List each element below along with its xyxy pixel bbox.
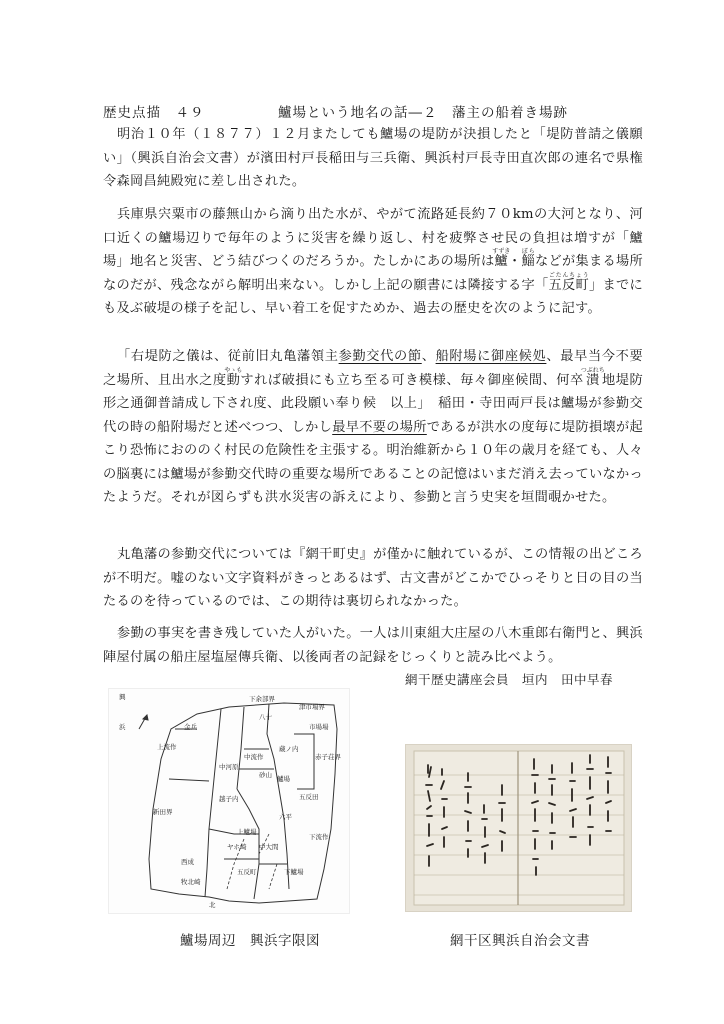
paragraph-1: [103, 123, 643, 194]
map-label-kamisuzuki: 上鱸場: [237, 828, 257, 836]
map-label-gotancho: 五反町: [237, 868, 257, 876]
body-text-5: [103, 622, 643, 669]
p3-s1: 「右堤防之儀は、従前旧丸亀藩領主: [117, 349, 339, 364]
document-caption: 網干区興浜自治会文書: [450, 933, 590, 949]
body-text: [103, 123, 643, 194]
map-label-ekkouchi: 越子内: [219, 795, 239, 803]
map-label-shimoryusaku: 下流作: [309, 833, 329, 841]
map-label-kinbei: 金兵: [184, 723, 197, 731]
map-label-kitasaki: 牧北崎: [181, 878, 201, 886]
ruby-tsubure: 潰つぶれち: [580, 366, 605, 388]
series-label: 歴史点描 ４９: [103, 105, 205, 121]
p3-s5: 地堤防形之通御普請成し下され度、此段願い奉り候 以上」 稲田・寺田両戸長は鱸場が参勤交代の時の船附場だと述べつつ、しかし: [103, 372, 643, 435]
map-label-nishikai: 西成: [181, 858, 194, 866]
aza-map-svg: [109, 689, 349, 913]
map-label-oki: 興: [119, 693, 126, 701]
map-label-tomokuzaki: ヤホ崎: [227, 843, 247, 851]
map-label-suzukiba: 鱸場: [277, 775, 290, 783]
underline-sankin: 参勤交代の節: [338, 349, 422, 364]
body-text-2: [103, 203, 643, 321]
author-line: 網干歴史講座会員 垣内 田中早春: [405, 672, 614, 687]
body-text-4: [103, 543, 643, 614]
map-caption: 鱸場周辺 興浜字限図: [180, 933, 320, 949]
p2-s2: などが集まる場所なのだが、残念ながら解明出来ない。しかし上記の願書には隣接する字「: [103, 254, 643, 293]
map-label-shimosuzuki: 下鱸場: [284, 868, 304, 876]
ruby-gotancho: 五反町ごたんちょう: [548, 271, 589, 293]
paragraph-3: [103, 345, 643, 510]
underline-fuyou: 最早不要の場所: [332, 419, 427, 435]
paragraph-5: [103, 622, 643, 669]
ruby-bora: 鯔ぼら: [521, 248, 535, 269]
map-label-hama: 浜: [119, 723, 126, 731]
map-label-shindenkai: 新田界: [153, 808, 173, 816]
p4-text: 丸亀藩の参勤交代については『網干町史』が僅かに触れているが、この情報の出どころが不明だ。嘘のない文字資料がきっとあるはず、古文書がどこかでひっそりと日の目の当たるのを待っているのでは、この期待は裏切られなかった。: [103, 547, 643, 609]
map-label-akanozaka: 赤子荘界: [315, 753, 341, 761]
p2-sep: ・: [507, 254, 522, 269]
paragraph-1-text: 明治１０年（１８７７）１２月またしても鱸場の堤防が決損したと「堤防普請之儀願い」（興浜自治会文書）が濱田村戸長稲田与三兵衛、興浜村戸長寺田直次郎の連名で県権令森岡昌純殿宛に差し出された。: [103, 127, 643, 189]
map-label-nakadaima: 中大間: [259, 843, 279, 851]
old-document-svg: [406, 745, 631, 911]
map-label-eizonouchi: 蔵ノ内: [279, 745, 299, 753]
p3-s2: 、: [421, 349, 436, 364]
map-label-tsuda: 津市場界: [299, 703, 325, 711]
map-label-shimoyoshi: 下余部界: [249, 695, 275, 703]
body-text-3: [103, 345, 643, 510]
aza-map: [108, 688, 350, 914]
map-label-sunayama: 砂山: [259, 771, 272, 779]
paragraph-2: [103, 203, 643, 321]
p3-s4: すれば破損にも立ち至る可き模様、毎々御座候間、何卒: [240, 372, 584, 388]
map-label-hachiju: 八十: [259, 713, 272, 721]
map-label-kamiryusaku: 上流作: [157, 743, 177, 751]
article-title: 鱸場という地名の話―２ 藩主の船着き場跡: [278, 105, 568, 121]
map-label-nakakawara: 中河原: [219, 763, 239, 771]
map-label-gotan: 五反田: [299, 793, 319, 801]
p3-s6: であるが洪水の度毎に堤防損壊が起こり恐怖におののく村民の危険性を主張する。明治維新から１０年の歳月を経ても、人々の脳裏には鱸場が参勤交代時の重要な場所であることの記憶はいまだ消え去っていなかったようだ。それが図らずも洪水災害の訴えにより、参勤と言う史実を垣間覗かせた。: [103, 419, 643, 505]
ruby-suzuki: 鱸すずき: [492, 248, 511, 269]
map-label-rokuhei: 六平: [279, 813, 292, 821]
p2-s3: 」までにも及ぶ破堤の様子を記し、早い着工を促すためか、過去の歴史を次のように記す。: [103, 277, 643, 316]
paragraph-4: [103, 543, 643, 614]
map-label-kita: 北: [209, 901, 216, 909]
p2-s1: 兵庫県宍粟市の藤無山から滴り出た水が、やがて流路延長約７０kmの大河となり、河口近くの鱸場辺りで毎年のように災害を繰り返し、村を疲弊させ民の負担は増すが「鱸場」地名と災害、どう結びつくのだろうか。たしかにあの場所は: [103, 207, 643, 269]
map-label-ichiba: 市場場: [309, 723, 329, 731]
ruby-yaya: 動やゝも: [224, 366, 243, 388]
map-label-nakaryusaku: 中流作: [244, 753, 264, 761]
underline-funatsuki: 船附場に御座候処: [435, 349, 547, 364]
p5-text: 参勤の事実を書き残していた人がいた。一人は川東組大庄屋の八木重郎右衛門と、興浜陣屋付属の船庄屋塩屋傳兵衛、以後両者の記録をじっくりと読み比べよう。: [103, 626, 644, 665]
old-document-photo: [405, 744, 632, 912]
p3-s3: 、最早当今不要之場所、且出水之度: [103, 349, 643, 388]
